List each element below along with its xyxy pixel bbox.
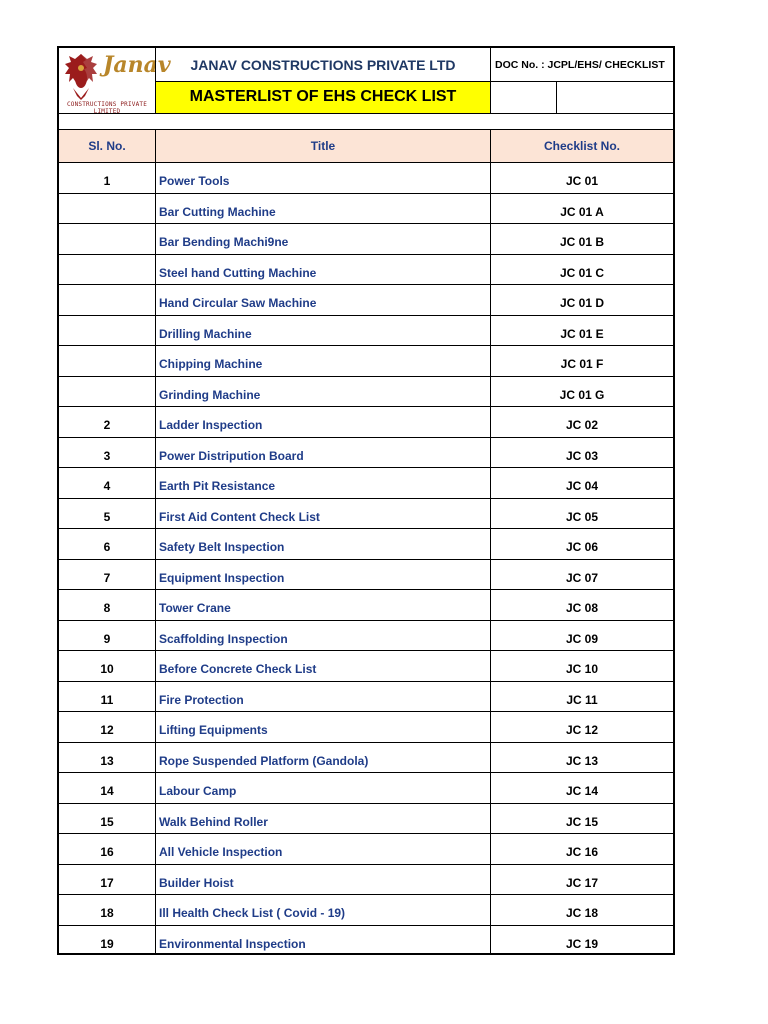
row-title: Ladder Inspection xyxy=(159,418,263,433)
row-checklist-no: JC 01 D xyxy=(559,296,605,311)
row-checklist-no: JC 12 xyxy=(565,723,599,738)
doc-number: DOC No. : JCPL/EHS/ CHECKLIST xyxy=(495,58,665,71)
row-title: Power Tools xyxy=(159,174,230,189)
row-checklist-no: JC 01 B xyxy=(559,235,605,250)
row-sl-no: 1 xyxy=(103,174,111,189)
row-checklist-no: JC 01 C xyxy=(559,265,605,280)
row-title: Scaffolding Inspection xyxy=(159,631,288,646)
row-sl-no xyxy=(59,376,155,407)
row-checklist-no: JC 15 xyxy=(565,814,599,829)
row-sl-no xyxy=(59,223,155,254)
row-sl-no xyxy=(59,345,155,376)
row-checklist-no: JC 02 xyxy=(565,418,599,433)
row-checklist-no: JC 05 xyxy=(565,509,599,524)
row-sl-no: 12 xyxy=(100,723,114,738)
row-title: Builder Hoist xyxy=(159,875,234,890)
row-checklist-no: JC 17 xyxy=(565,875,599,890)
row-checklist-no: JC 01 F xyxy=(560,357,604,372)
row-sl-no: 18 xyxy=(100,906,114,921)
logo-tagline: CONSTRUCTIONS PRIVATE LIMITED xyxy=(66,101,148,115)
checklist-sheet xyxy=(57,46,675,955)
row-title: Environmental Inspection xyxy=(159,936,306,951)
row-sl-no: 11 xyxy=(100,692,114,707)
row-sl-no: 8 xyxy=(103,601,111,616)
logo-wordmark: Janav xyxy=(103,52,171,78)
row-title: Rope Suspended Platform (Gandola) xyxy=(159,753,369,768)
row-checklist-no: JC 01 E xyxy=(560,326,604,341)
row-sl-no: 5 xyxy=(103,509,111,524)
row-title: Safety Belt Inspection xyxy=(159,540,285,555)
row-sl-no xyxy=(59,193,155,224)
row-sl-no: 14 xyxy=(100,784,114,799)
row-sl-no: 4 xyxy=(103,479,111,494)
row-title: Tower Crane xyxy=(159,601,231,616)
row-checklist-no: JC 10 xyxy=(565,662,599,677)
row-title: Before Concrete Check List xyxy=(159,662,317,677)
row-checklist-no: JC 11 xyxy=(566,692,598,707)
row-checklist-no: JC 04 xyxy=(565,479,599,494)
row-checklist-no: JC 13 xyxy=(565,753,599,768)
row-checklist-no: JC 06 xyxy=(565,540,599,555)
row-checklist-no: JC 01 xyxy=(565,174,599,189)
row-sl-no: 10 xyxy=(100,662,114,677)
company-logo xyxy=(59,48,171,115)
row-sl-no xyxy=(59,254,155,285)
row-title: Ill Health Check List ( Covid - 19) xyxy=(159,906,346,921)
header-checklist-no: Checklist No. xyxy=(543,139,621,153)
row-checklist-no: JC 14 xyxy=(565,784,599,799)
sheet-title: MASTERLIST OF EHS CHECK LIST xyxy=(189,88,457,105)
row-title: Fire Protection xyxy=(159,692,244,707)
row-checklist-no: JC 19 xyxy=(565,936,599,951)
row-sl-no: 16 xyxy=(100,845,114,860)
row-sl-no: 6 xyxy=(103,540,111,555)
company-name: JANAV CONSTRUCTIONS PRIVATE LTD xyxy=(190,56,456,73)
header-sl-no: Sl. No. xyxy=(88,139,126,153)
row-title: Equipment Inspection xyxy=(159,570,285,585)
row-checklist-no: JC 03 xyxy=(565,448,599,463)
row-title: First Aid Content Check List xyxy=(159,509,320,524)
row-title: Bar Cutting Machine xyxy=(159,204,276,219)
row-sl-no: 7 xyxy=(103,570,111,585)
row-title: All Vehicle Inspection xyxy=(159,845,283,860)
row-title: Bar Bending Machi9ne xyxy=(159,235,289,250)
row-title: Drilling Machine xyxy=(159,326,252,341)
row-checklist-no: JC 07 xyxy=(565,570,599,585)
row-checklist-no: JC 18 xyxy=(565,906,599,921)
row-title: Lifting Equipments xyxy=(159,723,268,738)
row-sl-no: 2 xyxy=(103,418,111,433)
row-sl-no: 15 xyxy=(100,814,114,829)
row-sl-no xyxy=(59,315,155,346)
row-sl-no: 9 xyxy=(103,631,111,646)
row-title: Labour Camp xyxy=(159,784,237,799)
row-sl-no: 17 xyxy=(100,875,114,890)
row-checklist-no: JC 01 G xyxy=(559,387,605,402)
row-checklist-no: JC 08 xyxy=(565,601,599,616)
row-sl-no: 3 xyxy=(103,448,111,463)
row-checklist-no: JC 09 xyxy=(565,631,599,646)
header-title: Title xyxy=(310,139,336,153)
row-sl-no: 19 xyxy=(100,936,114,951)
row-title: Hand Circular Saw Machine xyxy=(159,296,317,311)
row-title: Steel hand Cutting Machine xyxy=(159,265,317,280)
row-title: Chipping Machine xyxy=(159,357,263,372)
row-checklist-no: JC 16 xyxy=(565,845,599,860)
row-sl-no xyxy=(59,284,155,315)
row-title: Grinding Machine xyxy=(159,387,261,402)
row-checklist-no: JC 01 A xyxy=(560,204,604,219)
row-title: Earth Pit Resistance xyxy=(159,479,276,494)
row-title: Power Distripution Board xyxy=(159,448,304,463)
row-sl-no: 13 xyxy=(100,753,114,768)
row-title: Walk Behind Roller xyxy=(159,814,268,829)
